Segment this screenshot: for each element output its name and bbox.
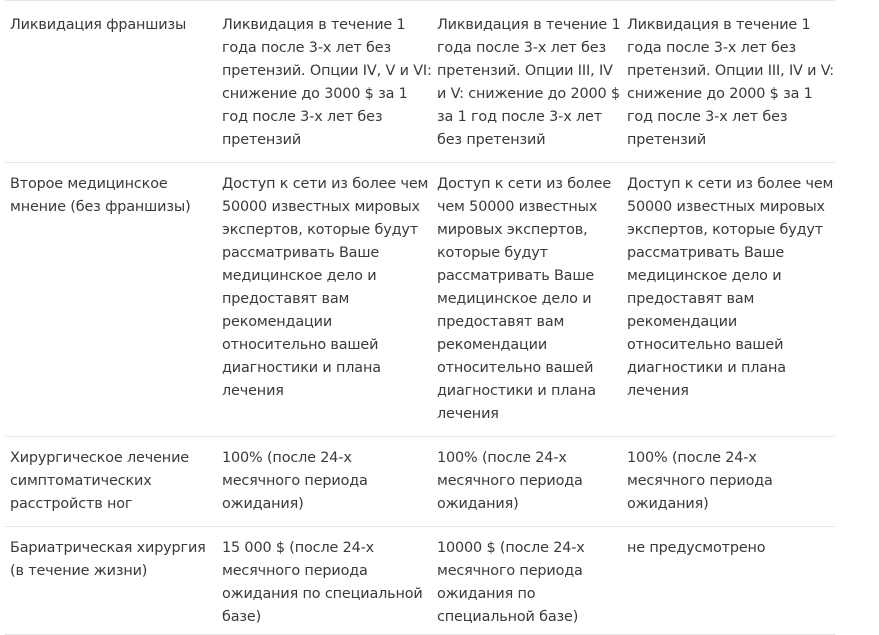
row-label: Ликвидация франшизы (5, 1, 217, 163)
table-cell: 100% (после 24-х месячного периода ожидания) (432, 437, 622, 527)
comparison-table (5, 0, 835, 635)
table-cell: Ликвидация в течение 1 года после 3-х лет без претензий. Опции IV, V и VI: снижение до 3000 $ за 1 год после 3-х лет без претензий (217, 1, 432, 163)
table-row-second-opinion (5, 163, 835, 437)
table-cell: Ликвидация в течение 1 года после 3-х лет без претензий. Опции III, IV и V: снижение до 2000 $ за 1 год после 3-х лет без претензий (432, 1, 622, 163)
table-cell: 10000 $ (после 24-х месячного периода ожидания по специальной базе) (432, 527, 622, 635)
table-cell: Доступ к сети из более чем 50000 известных мировых экспертов, которые будут рассматривать Ваше медицинское дело и предоставят вам рекомендации относительно вашей диагностики и плана лечения (217, 163, 432, 437)
table-cell: Доступ к сети из более чем 50000 известных мировых экспертов, которые будут рассматривать Ваше медицинское дело и предоставят вам рекомендации относительно вашей диагностики и плана лечения (622, 163, 835, 437)
table-cell: 15 000 $ (после 24-х месячного периода ожидания по специальной базе) (217, 527, 432, 635)
row-label: Хирургическое лечение симптоматических расстройств ног (5, 437, 217, 527)
table-cell: Ликвидация в течение 1 года после 3-х лет без претензий. Опции III, IV и V: снижение до 2000 $ за 1 год после 3-х лет без претензий (622, 1, 835, 163)
table-cell: 100% (после 24-х месячного периода ожидания) (217, 437, 432, 527)
table-cell: не предусмотрено (622, 527, 835, 635)
row-label: Второе медицинское мнение (без франшизы) (5, 163, 217, 437)
row-label: Бариатрическая хирургия (в течение жизни) (5, 527, 217, 635)
table-row-leg-surgery (5, 437, 835, 527)
table-cell: Доступ к сети из более чем 50000 известных мировых экспертов, которые будут рассматривать Ваше медицинское дело и предоставят вам рекомендации относительно вашей диагностики и плана лечения (432, 163, 622, 437)
table-cell: 100% (после 24-х месячного периода ожидания) (622, 437, 835, 527)
table-row-deductible-liquidation (5, 1, 835, 163)
table-row-bariatric-surgery (5, 527, 835, 635)
